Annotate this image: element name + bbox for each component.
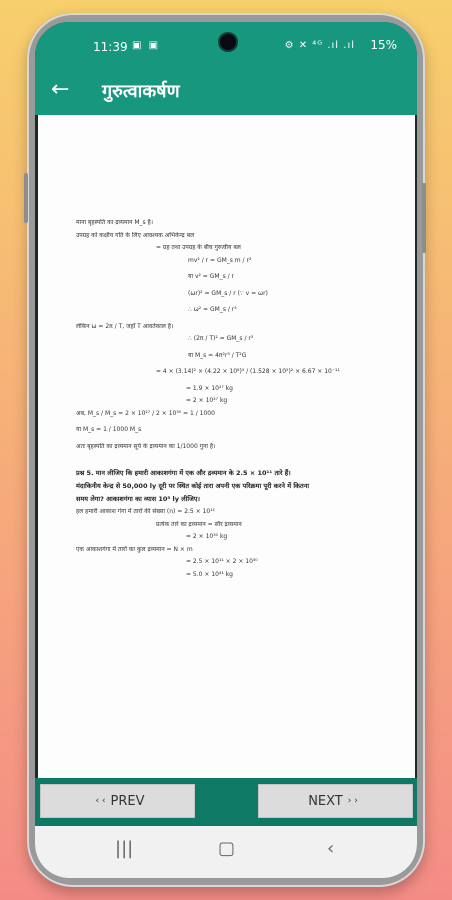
document-line: मंदाकिनीय केन्द्र से 50,000 ly दूरी पर स्थित कोई तारा अपनी एक परिक्रमा पूरी करने में कितना <box>76 482 310 491</box>
document-line: = 5.0 × 10⁴¹ kg <box>186 570 233 578</box>
document-line: = ग्रह तथा उपग्रह के बीच गुरुत्वीय बल <box>156 244 241 251</box>
document-line: माना बृहस्पति का द्रव्यमान M_s है। <box>76 219 154 226</box>
document-line: = 1.9 × 10²⁷ kg <box>186 384 233 392</box>
prev-button[interactable] <box>40 784 195 818</box>
document-line: हल हमारी आकाश गंगा में तारों की संख्या (n) = 2.5 × 10¹¹ <box>76 508 216 516</box>
document-line: समय लेगा? आकाशगंगा का व्यास 10⁵ ly लीजिए। <box>76 495 200 504</box>
document-line: ∴ (2π / T)² = GM_s / r³ <box>188 335 254 342</box>
document-page <box>76 219 386 583</box>
status-bar <box>35 22 417 69</box>
recents-icon[interactable]: ||| <box>115 838 134 859</box>
document-line: = 4 × (3.14)² × (4.22 × 10⁸)³ / (1.528 × 10⁵)² × 6.67 × 10⁻¹¹ <box>156 368 340 375</box>
screen <box>35 22 417 878</box>
document-viewer[interactable] <box>38 115 415 778</box>
next-label: NEXT <box>308 793 343 809</box>
next-button[interactable] <box>258 784 413 818</box>
home-icon[interactable]: ▢ <box>218 838 236 859</box>
battery-indicator: 15% <box>370 38 397 52</box>
signal-icons: ⚙ ✕ ⁴ᴳ .ıl .ıl <box>284 40 355 51</box>
document-line: (ωr)² = GM_s / r (∵ v = ωr) <box>188 289 268 297</box>
power-button <box>422 183 426 253</box>
notification-icons: ▣ ▣ <box>132 40 161 51</box>
document-line: प्रश्न 5. मान लीजिए कि हमारी आकाशगंगा में एक और द्रव्यमान के 2.5 × 10¹¹ तारे हैं। <box>76 469 291 477</box>
document-line: लेकिन ω = 2π / T, जहाँ T आवर्तकाल है। <box>76 322 174 330</box>
status-time: 11:39 <box>93 40 128 54</box>
document-line: = 2 × 10³⁰ kg <box>186 533 228 541</box>
document-line: एक आकाशगंगा में तारों का कुल द्रव्यमान = N × m <box>76 545 193 553</box>
back-arrow-icon[interactable]: ← <box>51 77 70 102</box>
document-line: mv² / r = GM_s m / r² <box>188 256 252 264</box>
document-line: = 2 × 10²⁷ kg <box>186 397 228 404</box>
system-nav-bar <box>35 826 417 878</box>
page-title: गुरुत्वाकर्षण <box>102 81 180 102</box>
document-line: या v² = GM_s / r <box>188 273 234 280</box>
prev-label: PREV <box>110 793 145 809</box>
document-line: उपग्रह को कक्षीय गति के लिए आवश्यक अभिकेन्द्र बल <box>76 231 195 239</box>
document-line: = 2.5 × 10¹¹ × 2 × 10³⁰ <box>186 558 258 566</box>
volume-button <box>24 173 28 223</box>
pager-bar <box>35 778 417 826</box>
document-line: या M_s = 1 / 1000 M_s <box>76 426 142 433</box>
document-line: अब, M_s / M_s = 2 × 10²⁷ / 2 × 10³⁰ = 1 / 1000 <box>76 409 215 417</box>
document-line: अतः बृहस्पति का द्रव्यमान सूर्य के द्रव्यमान का 1/1000 गुना है। <box>76 442 216 450</box>
chevron-right-icon: › › <box>347 796 358 806</box>
back-nav-icon[interactable]: ‹ <box>327 838 335 859</box>
app-bar <box>35 69 417 115</box>
document-line: प्रत्येक तारे का द्रव्यमान = सौर द्रव्यमान <box>156 520 242 528</box>
document-line: या M_s = 4π²r³ / T²G <box>188 351 247 359</box>
chevron-left-icon: ‹ ‹ <box>95 796 106 806</box>
line-gap <box>76 455 386 469</box>
front-camera <box>220 34 236 50</box>
document-line: ∴ ω² = GM_s / r³ <box>188 306 237 313</box>
